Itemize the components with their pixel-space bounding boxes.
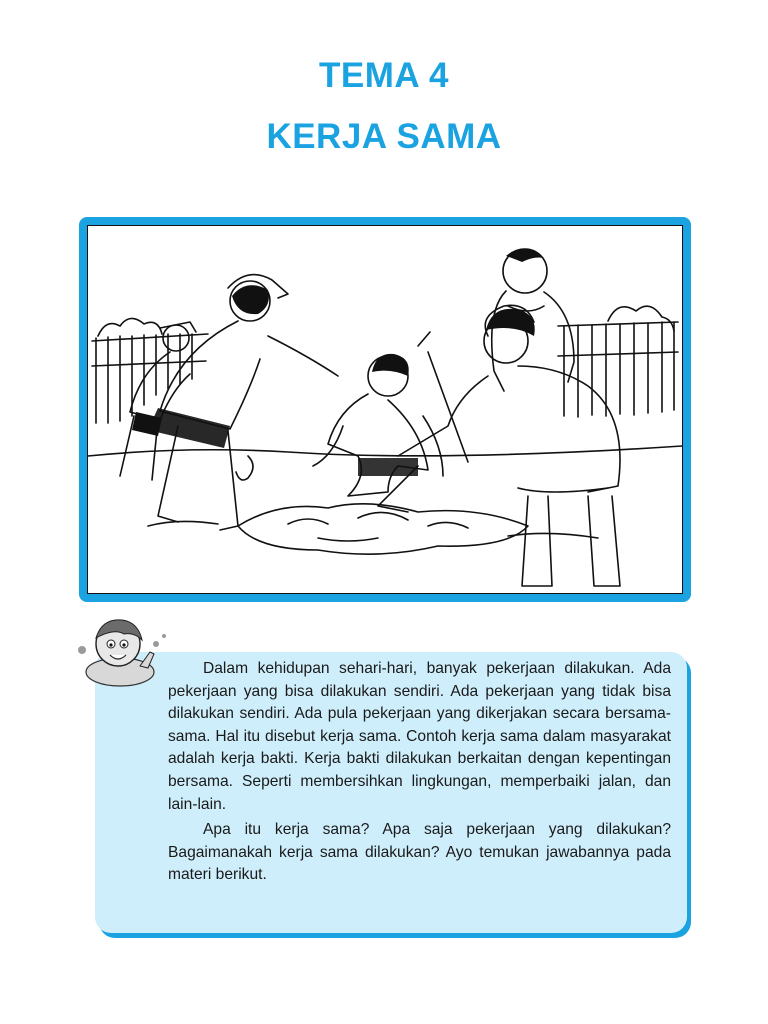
illustration-frame bbox=[79, 217, 691, 602]
illustration bbox=[87, 225, 683, 594]
theme-number: TEMA 4 bbox=[318, 56, 450, 95]
intro-text bbox=[168, 658, 671, 887]
theme-title: KERJA SAMA bbox=[266, 117, 502, 156]
intro-paragraph-1: Dalam kehidupan sehari-hari, banyak pekerjaan dilakukan. Ada pekerjaan yang bisa dilakukan sendiri. Ada pekerjaan yang tidak bisa dilakukan sendiri. Ada pula pekerjaan yang dikerjakan secara bersama-sama. Hal itu disebut kerja sama. Contoh kerja sama dalam masyarakat adalah kerja bakti. Kerja bakti dilakukan berkaitan dengan kepentingan bersama. Seperti membersihkan lingkungan, memperbaiki jalan, dan lain-lain. bbox=[168, 660, 671, 813]
children-working-together-illustration bbox=[88, 226, 682, 593]
intro-paragraph-2: Apa itu kerja sama? Apa saja pekerjaan yang dilakukan? Bagaimanakah kerja sama dilakukan? Ayo temukan jawabannya pada materi berikut. bbox=[168, 821, 671, 884]
boy-mascot-icon bbox=[74, 610, 176, 692]
